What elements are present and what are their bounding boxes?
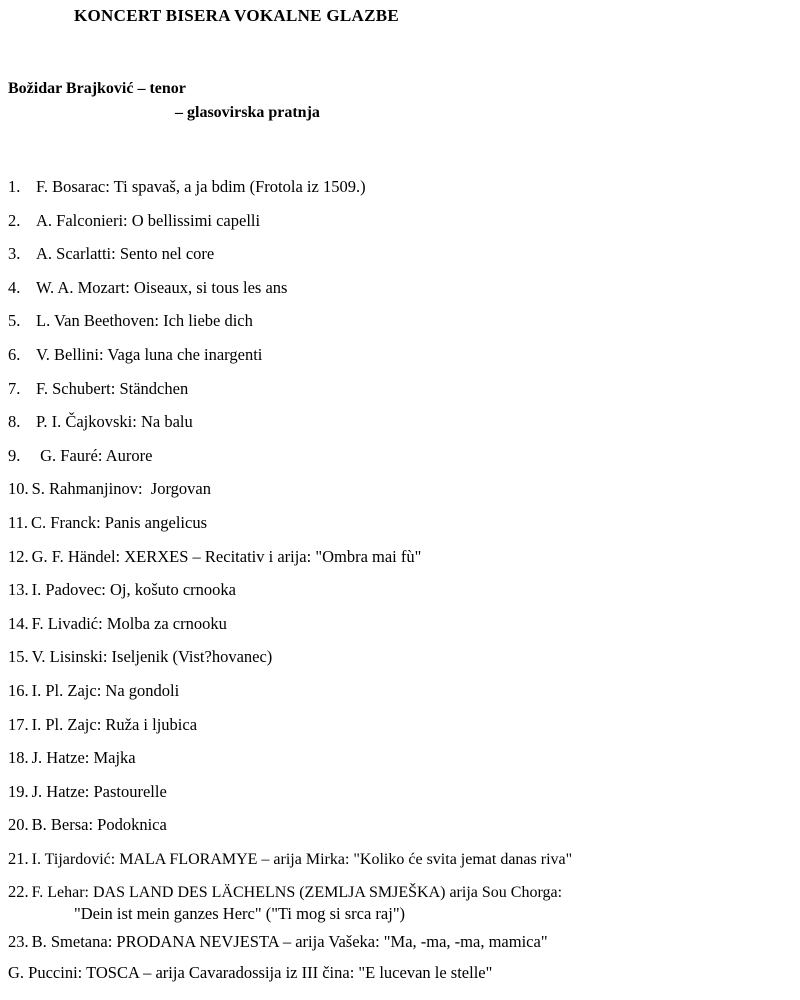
item-text: J. Hatze: Pastourelle [31, 781, 167, 801]
item-text: I. Pl. Zajc: Na gondoli [31, 680, 180, 700]
item-text: G. F. Händel: XERXES – Recitativ i arija: "Ombra mai fù" [31, 546, 422, 566]
program-item [8, 680, 798, 714]
item-text: F. Livadić: Molba za crnooku [31, 613, 227, 633]
item-text: I. Pl. Zajc: Ruža i ljubica [31, 714, 198, 734]
program-item [8, 646, 798, 680]
program-item [8, 848, 798, 882]
program-item [8, 546, 798, 580]
item-text: F. Bosarac: Ti spavaš, a ja bdim (Frotola iz 1509.) [36, 177, 366, 196]
item-number: 6. [8, 344, 21, 364]
item-text: V. Bellini: Vaga luna che inargenti [36, 344, 263, 364]
item-number: 21. [8, 848, 29, 868]
program-item [8, 512, 798, 546]
item-number: 3. [8, 244, 21, 264]
item-number: 23. [8, 932, 29, 952]
program-item [8, 814, 798, 848]
program-item [8, 310, 798, 344]
item-number: 9. [8, 445, 21, 465]
program-item [8, 714, 798, 748]
item-number: 16. [8, 680, 29, 700]
item-number: 8. [8, 412, 21, 432]
item-text: B. Smetana: PRODANA NEVJESTA – arija Vašeka: "Ma, -ma, -ma, mamica" [31, 932, 548, 952]
program-item [8, 210, 798, 244]
item-number: 5. [8, 311, 21, 331]
item-number: 2. [8, 210, 21, 230]
item-text: B. Bersa: Podoknica [31, 815, 167, 835]
item-number: 14. [8, 613, 29, 633]
item-number: 12. [8, 546, 29, 566]
item-text-continuation: "Dein ist mein ganzes Herc" ("Ti mog si srca raj") [74, 904, 406, 924]
item-number: 17. [8, 714, 29, 734]
item-text: F. Lehar: DAS LAND DES LÄCHELNS (ZEMLJA SMJEŠKA) arija Sou Chorga: [31, 884, 563, 902]
program-item [8, 747, 798, 781]
item-number: 4. [8, 277, 21, 297]
item-text: V. Lisinski: Iseljenik (Vist?hovanec) [31, 647, 273, 667]
program-item [8, 344, 798, 378]
program-item [8, 378, 798, 412]
concert-title: KONCERT BISERA VOKALNE GLAZBE [74, 6, 400, 25]
item-text: I. Padovec: Oj, košuto crnooka [31, 580, 236, 600]
item-number: 13. [8, 580, 29, 600]
item-number: 19. [8, 781, 29, 801]
program-item [8, 411, 798, 445]
item-number: 15. [8, 647, 29, 667]
item-number: 1. [8, 177, 21, 196]
program-item [8, 176, 798, 210]
program-item [8, 881, 798, 931]
item-text: A. Scarlatti: Sento nel core [36, 244, 215, 264]
item-text: G. Fauré: Aurore [36, 445, 153, 465]
item-number: 18. [8, 748, 29, 768]
item-number: 10. [8, 479, 29, 499]
performer-line: Božidar Brajković – tenor [8, 80, 186, 97]
item-text: W. A. Mozart: Oiseaux, si tous les ans [36, 277, 288, 297]
item-text: S. Rahmanjinov: Jorgovan [31, 479, 211, 499]
item-text: P. I. Čajkovski: Na balu [36, 412, 193, 432]
encore-line: G. Puccini: TOSCA – arija Cavaradossija iz III čina: "E lucevan le stelle" [8, 963, 493, 982]
accompaniment-line: – glasovirska pratnja [175, 104, 320, 121]
item-text: L. Van Beethoven: Ich liebe dich [36, 311, 253, 331]
item-text: J. Hatze: Majka [31, 748, 136, 768]
item-text: C. Franck: Panis angelicus [31, 512, 207, 532]
program-item [8, 781, 798, 815]
program-item [8, 243, 798, 277]
item-text: I. Tijardović: MALA FLORAMYE – arija Mirka: "Koliko će svita jemat danas riva" [31, 850, 573, 868]
item-text: F. Schubert: Ständchen [36, 378, 189, 398]
program-item [8, 478, 798, 512]
item-number: 11. [8, 512, 29, 532]
item-text: A. Falconieri: O bellissimi capelli [36, 210, 261, 230]
program-item [8, 931, 798, 953]
item-number: 7. [8, 378, 21, 398]
program-item [8, 277, 798, 311]
program-item [8, 579, 798, 613]
item-number: 20. [8, 815, 29, 835]
item-number: 22. [8, 882, 29, 902]
program-item [8, 613, 798, 647]
program-list [8, 176, 798, 953]
program-item [8, 445, 798, 479]
